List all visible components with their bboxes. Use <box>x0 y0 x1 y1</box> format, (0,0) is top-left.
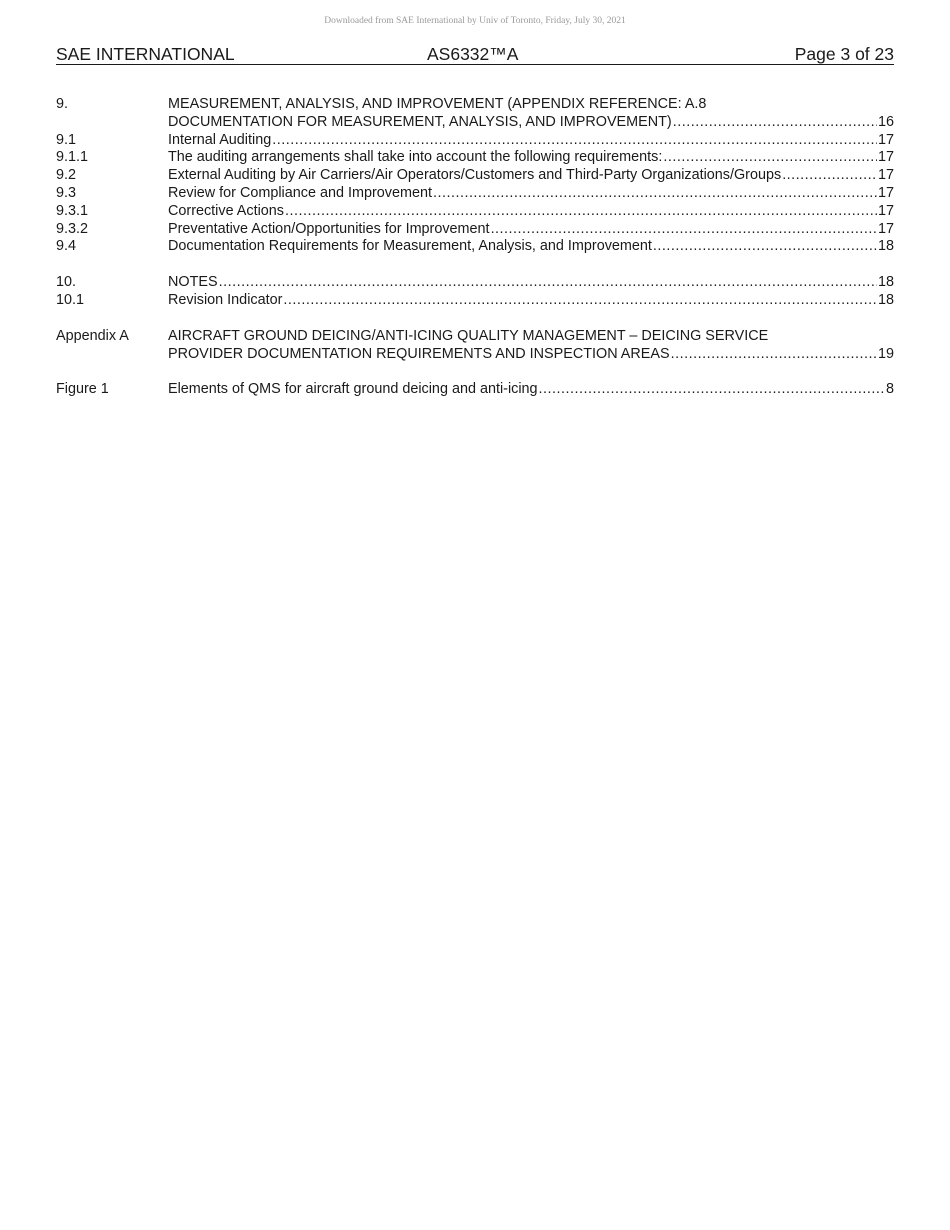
toc-page: 18 <box>877 274 894 291</box>
toc-title: Internal Auditing <box>168 131 272 148</box>
toc-page: 8 <box>885 381 894 398</box>
toc-entry-9-1[interactable] <box>56 132 894 150</box>
toc-title: DOCUMENTATION FOR MEASUREMENT, ANALYSIS, AND IMPROVEMENT) <box>168 113 672 130</box>
dot-leader <box>539 381 885 399</box>
toc-number: Appendix A <box>56 327 129 344</box>
toc-number: 10.1 <box>56 291 85 308</box>
toc-entry-9-3-2[interactable] <box>56 221 894 239</box>
toc-page: 17 <box>877 131 894 148</box>
toc-number: 9.1.1 <box>56 149 89 166</box>
toc-number: 9. <box>56 96 69 112</box>
toc-entry-9-4[interactable] <box>56 238 894 256</box>
toc-page: 18 <box>877 238 894 255</box>
toc-title: PROVIDER DOCUMENTATION REQUIREMENTS AND INSPECTION AREAS <box>168 345 670 362</box>
dot-leader <box>673 114 877 132</box>
toc-title: Documentation Requirements for Measurement, Analysis, and Improvement <box>168 238 652 255</box>
dot-leader <box>663 149 877 167</box>
page-header <box>56 44 894 65</box>
toc-entry-figure-1[interactable] <box>56 381 894 399</box>
toc-title-line1: AIRCRAFT GROUND DEICING/ANTI-ICING QUALITY MANAGEMENT – DEICING SERVICE <box>168 327 769 344</box>
toc-title-line1: MEASUREMENT, ANALYSIS, AND IMPROVEMENT (APPENDIX REFERENCE: A.8 <box>168 96 707 112</box>
toc-number: Figure 1 <box>56 381 109 398</box>
dot-leader <box>219 274 877 292</box>
toc-entry-10[interactable] <box>56 274 894 292</box>
toc-number: 9.2 <box>56 167 77 184</box>
header-document-number: AS6332™A <box>427 44 519 64</box>
toc-number: 9.3.2 <box>56 220 89 237</box>
toc-page: 17 <box>877 149 894 166</box>
toc-number: 9.3 <box>56 184 77 201</box>
toc-page: 17 <box>877 220 894 237</box>
toc-title: Review for Compliance and Improvement <box>168 184 432 201</box>
toc-entry-9-1-1[interactable] <box>56 149 894 167</box>
toc-page: 17 <box>877 167 894 184</box>
toc-entry-9[interactable] <box>56 96 894 132</box>
toc-entry-appendix-a[interactable] <box>56 328 894 364</box>
toc-title: Preventative Action/Opportunities for Improvement <box>168 220 490 237</box>
toc-entry-9-2[interactable] <box>56 167 894 185</box>
toc-entry-9-3-1[interactable] <box>56 203 894 221</box>
toc-number: 10. <box>56 274 77 291</box>
header-organization: SAE INTERNATIONAL <box>56 44 235 64</box>
dot-leader <box>272 132 877 150</box>
toc-title: NOTES <box>168 274 218 291</box>
toc-page: 17 <box>877 202 894 219</box>
table-of-contents <box>56 96 894 399</box>
dot-leader <box>433 185 877 203</box>
download-watermark: Downloaded from SAE International by Univ of Toronto, Friday, July 30, 2021 <box>324 16 626 26</box>
toc-title: Corrective Actions <box>168 202 284 219</box>
dot-leader <box>491 221 877 239</box>
header-page-number: Page 3 of 23 <box>794 44 894 64</box>
toc-title: Elements of QMS for aircraft ground deicing and anti-icing <box>168 381 538 398</box>
toc-page: 18 <box>877 291 894 308</box>
dot-leader <box>782 167 877 185</box>
dot-leader <box>285 203 877 221</box>
toc-title: Revision Indicator <box>168 291 283 308</box>
toc-number: 9.1 <box>56 131 77 148</box>
dot-leader <box>283 292 877 310</box>
dot-leader <box>653 238 877 256</box>
toc-page: 16 <box>877 113 894 130</box>
toc-title: External Auditing by Air Carriers/Air Operators/Customers and Third-Party Organizations/Groups <box>168 167 782 184</box>
toc-page: 17 <box>877 184 894 201</box>
toc-number: 9.3.1 <box>56 202 89 219</box>
dot-leader <box>671 346 877 364</box>
toc-entry-10-1[interactable] <box>56 292 894 310</box>
toc-page: 19 <box>877 345 894 362</box>
toc-entry-9-3[interactable] <box>56 185 894 203</box>
toc-number: 9.4 <box>56 238 77 255</box>
toc-title: The auditing arrangements shall take into account the following requirements: <box>168 149 663 166</box>
